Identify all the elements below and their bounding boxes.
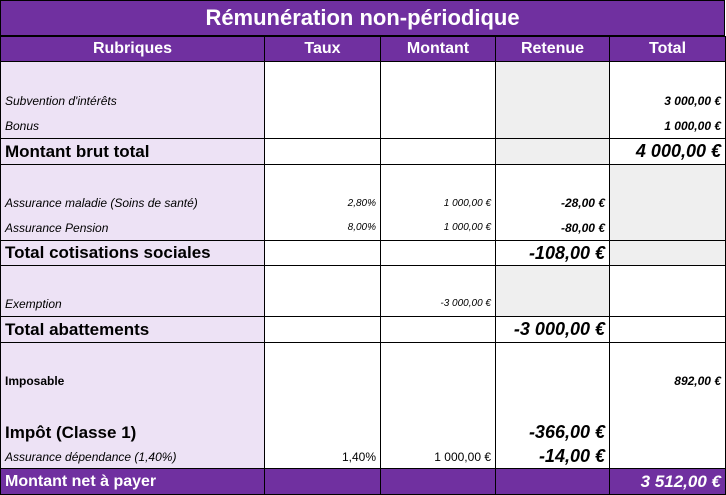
table-row — [1, 420, 726, 446]
header-row — [1, 37, 726, 62]
taux-pension: 8,00% — [265, 216, 381, 241]
label-pension: Assurance Pension — [1, 216, 265, 241]
header-taux: Taux — [265, 37, 381, 62]
subtotal-row — [1, 317, 726, 343]
label-impot: Impôt (Classe 1) — [1, 420, 265, 446]
retenue-dependance: -14,00 € — [496, 446, 610, 469]
label-cotisations: Total cotisations sociales — [1, 241, 265, 266]
header-rubriques: Rubriques — [1, 37, 265, 62]
total-bonus: 1 000,00 € — [610, 114, 726, 139]
label-maladie: Assurance maladie (Soins de santé) — [1, 191, 265, 216]
label-imposable: Imposable — [1, 368, 265, 394]
label-bonus: Bonus — [1, 114, 265, 139]
total-brut: 4 000,00 € — [610, 139, 726, 165]
retenue-pension: -80,00 € — [496, 216, 610, 241]
spacer-row — [1, 165, 726, 191]
total-imposable: 892,00 € — [610, 368, 726, 394]
montant-pension: 1 000,00 € — [381, 216, 496, 241]
table-row — [1, 114, 726, 139]
spacer-row — [1, 343, 726, 368]
retenue-impot: -366,00 € — [496, 420, 610, 446]
total-subvention: 3 000,00 € — [610, 88, 726, 114]
header-total: Total — [610, 37, 726, 62]
label-net: Montant net à payer — [1, 469, 265, 495]
retenue-cotisations: -108,00 € — [496, 241, 610, 266]
retenue-maladie: -28,00 € — [496, 191, 610, 216]
table-row — [1, 446, 726, 469]
sheet-title: Rémunération non-périodique — [0, 0, 725, 36]
taux-maladie: 2,80% — [265, 191, 381, 216]
retenue-abattements: -3 000,00 € — [496, 317, 610, 343]
footer-row — [1, 469, 726, 495]
table-row — [1, 292, 726, 317]
subtotal-row — [1, 139, 726, 165]
montant-maladie: 1 000,00 € — [381, 191, 496, 216]
header-retenue: Retenue — [496, 37, 610, 62]
label-exemption: Exemption — [1, 292, 265, 317]
spacer-row — [1, 62, 726, 88]
total-net: 3 512,00 € — [610, 469, 726, 495]
taux-dependance: 1,40% — [265, 446, 381, 469]
label-subvention: Subvention d'intérêts — [1, 88, 265, 114]
remuneration-table — [0, 36, 726, 495]
table-row — [1, 88, 726, 114]
montant-dependance: 1 000,00 € — [381, 446, 496, 469]
spacer-row — [1, 394, 726, 420]
table-row — [1, 191, 726, 216]
table-row — [1, 368, 726, 394]
label-dependance: Assurance dépendance (1,40%) — [1, 446, 265, 469]
subtotal-row — [1, 241, 726, 266]
header-montant: Montant — [381, 37, 496, 62]
spacer-row — [1, 266, 726, 292]
montant-exemption: -3 000,00 € — [381, 292, 496, 317]
label-abattements: Total abattements — [1, 317, 265, 343]
label-brut: Montant brut total — [1, 139, 265, 165]
table-row — [1, 216, 726, 241]
